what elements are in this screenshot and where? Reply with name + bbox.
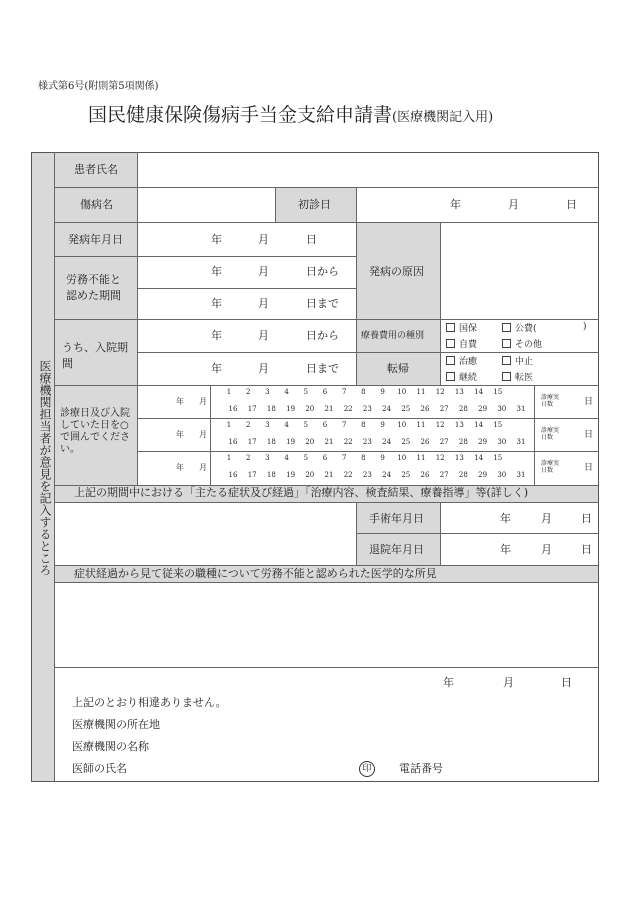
day-number[interactable]: 28 bbox=[458, 438, 468, 446]
day-number[interactable]: 1 bbox=[226, 388, 232, 396]
day-number[interactable]: 12 bbox=[435, 388, 445, 396]
treatment-days-label: 診療日及び入院していた日を○で囲んでください。 bbox=[60, 408, 130, 455]
day-number[interactable]: 26 bbox=[420, 471, 430, 479]
checkbox-icon bbox=[502, 323, 511, 332]
discharge-month-unit: 月 bbox=[541, 543, 552, 556]
cost-option-kouhi-close: ) bbox=[583, 322, 587, 332]
day-number[interactable]: 20 bbox=[305, 438, 315, 446]
day-number[interactable]: 13 bbox=[454, 454, 464, 462]
day-number[interactable]: 17 bbox=[247, 405, 257, 413]
onset-date-label: 発病年月日 bbox=[68, 233, 123, 246]
day-number[interactable]: 22 bbox=[343, 438, 353, 446]
form-title bbox=[88, 106, 493, 125]
day-number[interactable]: 29 bbox=[478, 438, 488, 446]
day-number[interactable]: 5 bbox=[303, 421, 309, 429]
day-row-month-unit: 月 bbox=[199, 397, 207, 406]
medical-opinion-header: 症状経過から見て従来の職種について労務不能と認められた医学的な所見 bbox=[74, 567, 437, 580]
day-number[interactable]: 31 bbox=[516, 438, 526, 446]
cost-option-kouhi[interactable] bbox=[502, 323, 537, 334]
day-number[interactable]: 27 bbox=[439, 471, 449, 479]
doctor-name-label: 医師の氏名 bbox=[72, 762, 127, 775]
day-number[interactable]: 9 bbox=[380, 454, 385, 462]
phone-label: 電話番号 bbox=[399, 762, 443, 775]
symptoms-field[interactable] bbox=[55, 503, 355, 564]
day-number[interactable]: 23 bbox=[362, 405, 372, 413]
disease-name-label: 傷病名 bbox=[80, 198, 113, 211]
checkbox-icon bbox=[502, 372, 511, 381]
cost-option-jihi[interactable] bbox=[446, 339, 477, 350]
actual-days-unit: 日 bbox=[584, 397, 594, 407]
outcome-label: 転帰 bbox=[387, 362, 409, 375]
hosp-from-year-unit: 年 bbox=[211, 329, 222, 342]
day-number[interactable]: 21 bbox=[324, 405, 334, 413]
day-row-year-unit: 年 bbox=[176, 430, 184, 439]
outcome-cured-label: 治癒 bbox=[459, 357, 478, 367]
actual-days-unit: 日 bbox=[584, 463, 594, 473]
day-number[interactable]: 5 bbox=[303, 454, 309, 462]
day-number[interactable]: 17 bbox=[247, 438, 257, 446]
cost-option-jihi-label: 自費 bbox=[459, 340, 478, 350]
outcome-option-transfer[interactable] bbox=[502, 372, 533, 383]
day-number[interactable]: 14 bbox=[474, 421, 484, 429]
day-number[interactable]: 19 bbox=[286, 405, 296, 413]
day-number[interactable]: 24 bbox=[382, 405, 392, 413]
day-number[interactable]: 7 bbox=[341, 454, 347, 462]
day-number[interactable]: 22 bbox=[343, 405, 353, 413]
day-number[interactable]: 3 bbox=[265, 454, 270, 462]
day-number[interactable]: 4 bbox=[284, 388, 289, 396]
onset-month-unit: 月 bbox=[258, 233, 269, 246]
discharge-date-label: 退院年月日 bbox=[369, 543, 424, 556]
day-number[interactable]: 25 bbox=[401, 405, 411, 413]
outcome-continued-label: 継続 bbox=[459, 373, 478, 383]
day-number[interactable]: 15 bbox=[493, 388, 503, 396]
cost-option-other[interactable] bbox=[502, 339, 542, 350]
actual-days-field[interactable] bbox=[563, 454, 583, 481]
cause-label: 発病の原因 bbox=[369, 265, 424, 278]
day-number[interactable]: 3 bbox=[265, 421, 270, 429]
day-number[interactable]: 15 bbox=[493, 454, 503, 462]
day-number[interactable]: 28 bbox=[458, 405, 468, 413]
day-number[interactable]: 27 bbox=[439, 405, 449, 413]
day-number[interactable]: 24 bbox=[382, 438, 392, 446]
day-number[interactable]: 21 bbox=[324, 438, 334, 446]
cause-field[interactable] bbox=[441, 223, 598, 318]
first-visit-field[interactable] bbox=[357, 188, 598, 221]
certification-text: 上記のとおり相違ありません。 bbox=[72, 696, 227, 709]
day-number[interactable]: 10 bbox=[397, 454, 407, 462]
actual-days-field[interactable] bbox=[563, 388, 583, 415]
disease-name-field[interactable] bbox=[138, 188, 274, 221]
day-number[interactable]: 4 bbox=[284, 454, 289, 462]
day-number[interactable]: 15 bbox=[493, 421, 503, 429]
outcome-option-continued[interactable] bbox=[446, 372, 477, 383]
day-number[interactable]: 14 bbox=[474, 388, 484, 396]
actual-days-field[interactable] bbox=[563, 421, 583, 448]
day-number[interactable]: 22 bbox=[343, 471, 353, 479]
hosp-until-day-unit: 日まで bbox=[306, 362, 339, 375]
day-number[interactable]: 12 bbox=[435, 454, 445, 462]
day-number[interactable]: 30 bbox=[497, 438, 507, 446]
work-from-day-unit: 日から bbox=[306, 265, 339, 278]
day-number[interactable]: 26 bbox=[420, 438, 430, 446]
first-visit-label: 初診日 bbox=[298, 198, 331, 211]
checkbox-icon bbox=[446, 372, 455, 381]
day-number[interactable]: 3 bbox=[265, 388, 270, 396]
work-until-month-unit: 月 bbox=[258, 297, 269, 310]
day-number[interactable]: 26 bbox=[420, 405, 430, 413]
outcome-option-stopped[interactable] bbox=[502, 356, 533, 367]
day-number[interactable]: 23 bbox=[362, 438, 372, 446]
day-number[interactable]: 2 bbox=[245, 388, 251, 396]
day-number[interactable]: 25 bbox=[401, 471, 411, 479]
day-number[interactable]: 6 bbox=[322, 388, 328, 396]
day-number[interactable]: 18 bbox=[266, 405, 276, 413]
day-number[interactable]: 27 bbox=[439, 438, 449, 446]
day-number[interactable]: 19 bbox=[286, 438, 296, 446]
first-visit-month-unit: 月 bbox=[508, 198, 519, 211]
first-visit-year-unit: 年 bbox=[450, 198, 461, 211]
day-number[interactable]: 7 bbox=[341, 388, 347, 396]
day-number[interactable]: 21 bbox=[324, 471, 334, 479]
day-number[interactable]: 16 bbox=[228, 438, 238, 446]
work-from-month-unit: 月 bbox=[258, 265, 269, 278]
day-number[interactable]: 25 bbox=[401, 438, 411, 446]
side-label: 医療機関担当者が意見を記入するところ bbox=[38, 360, 52, 576]
cost-option-kokuho-label: 国保 bbox=[459, 324, 478, 334]
symptoms-header: 上記の期間中における「主たる症状及び経過」「治療内容、検査結果、療養指導」等(詳しく) bbox=[74, 486, 529, 499]
day-number[interactable]: 31 bbox=[516, 471, 526, 479]
outcome-transfer-label: 転医 bbox=[515, 373, 534, 383]
day-number[interactable]: 29 bbox=[478, 405, 488, 413]
day-number[interactable]: 10 bbox=[397, 421, 407, 429]
day-number[interactable]: 8 bbox=[361, 388, 366, 396]
first-visit-day-unit: 日 bbox=[566, 198, 577, 211]
day-number[interactable]: 11 bbox=[416, 454, 426, 462]
cert-year-unit: 年 bbox=[443, 676, 454, 689]
cost-option-kokuho[interactable] bbox=[446, 323, 477, 334]
work-until-year-unit: 年 bbox=[211, 297, 222, 310]
day-number[interactable]: 1 bbox=[226, 421, 232, 429]
hospitalization-label: うち、入院期間 bbox=[62, 341, 128, 370]
onset-day-unit: 日 bbox=[306, 233, 317, 246]
form-title-suffix: (医療機関記入用) bbox=[392, 110, 494, 125]
day-number[interactable]: 20 bbox=[305, 471, 315, 479]
day-number[interactable]: 11 bbox=[416, 388, 426, 396]
day-number[interactable]: 10 bbox=[397, 388, 407, 396]
cost-type-label: 療養費用の種別 bbox=[361, 331, 425, 341]
day-row-month-unit: 月 bbox=[199, 430, 207, 439]
hosp-from-day-unit: 日から bbox=[306, 329, 339, 342]
day-number[interactable]: 1 bbox=[226, 454, 232, 462]
actual-days-label: 診療実日数 bbox=[541, 394, 560, 408]
discharge-day-unit: 日 bbox=[581, 543, 592, 556]
day-number[interactable]: 17 bbox=[247, 471, 257, 479]
day-number[interactable]: 6 bbox=[322, 454, 328, 462]
checkbox-icon bbox=[446, 339, 455, 348]
actual-days-unit: 日 bbox=[584, 430, 594, 440]
day-number[interactable]: 4 bbox=[284, 421, 289, 429]
hosp-until-year-unit: 年 bbox=[211, 362, 222, 375]
day-number[interactable]: 13 bbox=[454, 388, 464, 396]
cert-day-unit: 日 bbox=[561, 676, 572, 689]
seal-text: 印 bbox=[362, 764, 372, 774]
day-number[interactable]: 30 bbox=[497, 471, 507, 479]
hosp-until-month-unit: 月 bbox=[258, 362, 269, 375]
surgery-day-unit: 日 bbox=[581, 512, 592, 525]
patient-name-label: 患者氏名 bbox=[74, 163, 118, 176]
day-number[interactable]: 18 bbox=[266, 438, 276, 446]
day-number[interactable]: 30 bbox=[497, 405, 507, 413]
surgery-month-unit: 月 bbox=[541, 512, 552, 525]
day-number[interactable]: 28 bbox=[458, 471, 468, 479]
day-number[interactable]: 18 bbox=[266, 471, 276, 479]
medical-opinion-field[interactable] bbox=[55, 583, 598, 666]
outcome-option-cured[interactable] bbox=[446, 356, 477, 367]
institution-name-label: 医療機関の名称 bbox=[72, 740, 149, 753]
day-number[interactable]: 2 bbox=[245, 454, 251, 462]
outcome-stopped-label: 中止 bbox=[515, 357, 534, 367]
day-number[interactable]: 5 bbox=[303, 388, 309, 396]
institution-address-label: 医療機関の所在地 bbox=[72, 718, 160, 731]
day-number[interactable]: 8 bbox=[361, 454, 366, 462]
day-number[interactable]: 20 bbox=[305, 405, 315, 413]
cost-option-kouhi-label: 公費( bbox=[515, 324, 537, 334]
day-row-month-unit: 月 bbox=[199, 463, 207, 472]
day-number[interactable]: 8 bbox=[361, 421, 366, 429]
cost-option-other-label: その他 bbox=[515, 340, 543, 350]
checkbox-icon bbox=[446, 323, 455, 332]
day-number[interactable]: 24 bbox=[382, 471, 392, 479]
discharge-year-unit: 年 bbox=[500, 543, 511, 556]
actual-days-label: 診療実日数 bbox=[541, 460, 560, 474]
day-number[interactable]: 14 bbox=[474, 454, 484, 462]
hosp-from-month-unit: 月 bbox=[258, 329, 269, 342]
day-row-year-unit: 年 bbox=[176, 397, 184, 406]
seal-icon bbox=[359, 761, 375, 777]
checkbox-icon bbox=[502, 356, 511, 365]
day-number[interactable]: 7 bbox=[341, 421, 347, 429]
cert-month-unit: 月 bbox=[503, 676, 514, 689]
patient-name-field[interactable] bbox=[138, 153, 598, 186]
surgery-date-label: 手術年月日 bbox=[369, 512, 424, 525]
day-number[interactable]: 9 bbox=[380, 388, 385, 396]
day-number[interactable]: 23 bbox=[362, 471, 372, 479]
day-number[interactable]: 19 bbox=[286, 471, 296, 479]
form-title-main: 国民健康保険傷病手当金支給申請書 bbox=[88, 104, 393, 126]
day-row-year-unit: 年 bbox=[176, 463, 184, 472]
day-number[interactable]: 6 bbox=[322, 421, 328, 429]
checkbox-icon bbox=[502, 339, 511, 348]
work-incapacity-label: 労務不能と認めた期間 bbox=[66, 273, 121, 302]
actual-days-label: 診療実日数 bbox=[541, 427, 560, 441]
work-from-year-unit: 年 bbox=[211, 265, 222, 278]
day-number[interactable]: 16 bbox=[228, 471, 238, 479]
onset-year-unit: 年 bbox=[211, 233, 222, 246]
surgery-year-unit: 年 bbox=[500, 512, 511, 525]
day-number[interactable]: 31 bbox=[516, 405, 526, 413]
day-number[interactable]: 29 bbox=[478, 471, 488, 479]
day-number[interactable]: 9 bbox=[380, 421, 385, 429]
form-number: 様式第6号(附則第5項関係) bbox=[38, 81, 159, 92]
day-number[interactable]: 12 bbox=[435, 421, 445, 429]
day-number[interactable]: 11 bbox=[416, 421, 426, 429]
day-number[interactable]: 13 bbox=[454, 421, 464, 429]
checkbox-icon bbox=[446, 356, 455, 365]
day-number[interactable]: 2 bbox=[245, 421, 251, 429]
day-number[interactable]: 16 bbox=[228, 405, 238, 413]
work-until-day-unit: 日まで bbox=[306, 297, 339, 310]
